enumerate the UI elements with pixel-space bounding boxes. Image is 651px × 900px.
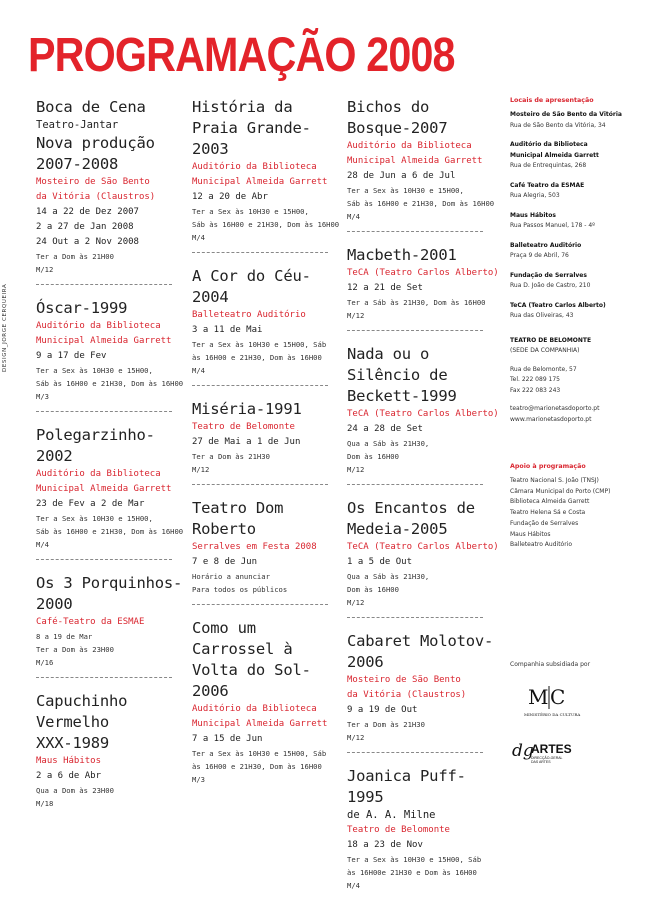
show-title: Joanica Puff- <box>347 767 466 785</box>
dashed-divider <box>36 284 172 285</box>
show-dates: 24 a 28 de Set <box>347 424 423 434</box>
show-entry <box>36 298 186 411</box>
show-venue: Municipal Almeida Garrett <box>192 177 328 187</box>
show-details: M/18 <box>36 799 54 808</box>
show-title: Bichos do <box>347 98 430 116</box>
show-venue: Auditório da Biblioteca <box>36 469 161 479</box>
show-entry <box>192 498 342 604</box>
show-details: 8 a 19 de Mar <box>36 632 93 641</box>
show-venue: Serralves em Festa 2008 <box>192 542 317 552</box>
support-item: Biblioteca Almeida Garrett <box>510 498 590 506</box>
show-details: Sáb às 16H00 e 21H30, Dom às 16H00 <box>36 527 184 536</box>
show-details: às 16H00e 21H30 e Dom às 16H00 <box>347 868 477 877</box>
venue-address: Rua Passos Manuel, 178 - 4º <box>510 222 595 229</box>
show-title: História da <box>192 98 293 116</box>
svg-text:C: C <box>550 684 566 709</box>
support-item: Teatro Helena Sá e Costa <box>510 509 586 517</box>
show-details: Ter a Sex às 10H30 e 15H00, Sáb <box>192 340 327 349</box>
show-dates: 14 a 22 de Dez 2007 <box>36 207 139 217</box>
show-details: M/3 <box>192 775 205 784</box>
support-section <box>510 463 648 551</box>
show-entry <box>347 631 497 752</box>
company-tel: Tel. 222 089 175 <box>510 376 560 383</box>
show-title: Teatro Dom <box>192 499 284 517</box>
show-title: 2006 <box>347 653 384 671</box>
show-venue: Auditório da Biblioteca <box>192 704 317 714</box>
venue-address: Rua de São Bento da Vitória, 34 <box>510 121 606 129</box>
program-column-3 <box>347 97 497 900</box>
venue-address: Rua Alegria, 503 <box>510 192 560 199</box>
show-subtitle: Teatro-Jantar <box>36 119 119 131</box>
show-details: Ter a Sex às 10H30 e 15H00, <box>347 186 464 195</box>
venue-list <box>510 110 648 322</box>
show-details: Qua a Sáb às 21H30, <box>347 439 430 448</box>
show-entry <box>347 344 497 484</box>
show-entry <box>347 97 497 231</box>
support-item: Maus Hábitos <box>510 530 551 538</box>
show-dates: 12 a 20 de Abr <box>192 192 268 202</box>
dashed-divider <box>36 411 172 412</box>
svg-text:M: M <box>528 684 549 709</box>
support-item: Balleteatro Auditório <box>510 541 573 549</box>
show-details: M/12 <box>192 465 210 474</box>
show-details: M/12 <box>36 265 54 274</box>
show-subtitle: de A. A. Milne <box>347 809 436 821</box>
venue-item <box>510 271 648 292</box>
dashed-divider <box>192 604 328 605</box>
show-details: Ter a Sáb às 21H30, Dom às 16H00 <box>347 298 486 307</box>
show-details: M/3 <box>36 392 49 401</box>
show-details: M/12 <box>347 465 365 474</box>
show-details: Sáb às 16H00 e 21H30, Dom às 16H00 <box>192 220 340 229</box>
show-title: 2000 <box>36 595 73 613</box>
show-title: Os Encantos de <box>347 499 475 517</box>
show-venue: Maus Hábitos <box>36 756 102 766</box>
show-venue: Mosteiro de São Bento <box>36 177 150 187</box>
venue-name: Maus Hábitos <box>510 211 556 219</box>
show-title: Cabaret Molotov- <box>347 632 494 650</box>
show-venue: da Vitória (Claustros) <box>347 690 467 700</box>
show-details: Ter a Dom às 21H30 <box>347 720 425 729</box>
show-title: Medeia-2005 <box>347 520 448 538</box>
show-venue: Municipal Almeida Garrett <box>347 156 483 166</box>
show-entry <box>347 766 497 900</box>
company-note: (SEDE DA COMPANHIA) <box>510 347 580 354</box>
show-details: Ter a Dom às 21H30 <box>192 452 270 461</box>
company-address: Rua de Belomonte, 57 <box>510 365 577 373</box>
show-entry <box>347 498 497 617</box>
support-heading: Apoio à programação <box>510 463 586 470</box>
show-title: Miséria-1991 <box>192 400 302 418</box>
support-item: Teatro Nacional S. João (TNSJ) <box>510 477 599 484</box>
show-details: M/4 <box>192 233 205 242</box>
show-entry <box>192 399 342 484</box>
show-title: XXX-1989 <box>36 734 110 752</box>
show-details: Para todos os públicos <box>192 585 288 594</box>
svg-text:ARTES: ARTES <box>531 741 572 756</box>
dashed-divider <box>347 330 483 331</box>
show-venue: Auditório da Biblioteca <box>36 321 161 331</box>
dashed-divider <box>347 231 483 232</box>
show-venue: da Vitória (Claustros) <box>36 192 156 202</box>
design-credit: DESIGN_JORGE CERQUEIRA <box>2 283 8 372</box>
dashed-divider <box>347 617 483 618</box>
show-entry <box>36 97 186 284</box>
show-venue: Municipal Almeida Garrett <box>36 336 172 346</box>
show-title: Macbeth-2001 <box>347 246 457 264</box>
company-website[interactable]: www.marionetasdoporto.pt <box>510 415 592 423</box>
show-details: Dom às 16H00 <box>347 452 399 461</box>
dashed-divider <box>192 484 328 485</box>
show-title: 1995 <box>347 788 384 806</box>
venue-item <box>510 211 648 232</box>
support-list <box>510 476 648 551</box>
info-sidebar <box>510 97 648 768</box>
svg-text:dg: dg <box>512 740 534 761</box>
ministerio-cultura-logo <box>524 682 648 720</box>
show-venue: Auditório da Biblioteca <box>347 141 472 151</box>
support-item: Câmara Municipal do Porto (CMP) <box>510 487 611 495</box>
show-venue: Café-Teatro da ESMAE <box>36 617 145 627</box>
dashed-divider <box>36 677 172 678</box>
show-title: Nada ou o <box>347 345 430 363</box>
show-details: M/12 <box>347 311 365 320</box>
show-title: Carrossel à <box>192 640 293 658</box>
show-venue: TeCA (Teatro Carlos Alberto) <box>347 542 499 552</box>
show-venue: Auditório da Biblioteca <box>192 162 317 172</box>
show-details: M/4 <box>347 881 360 890</box>
company-fax: Fax 222 083 243 <box>510 386 561 394</box>
show-entry <box>36 691 186 818</box>
venue-item <box>510 140 648 172</box>
show-venue: Teatro de Belomonte <box>192 422 295 432</box>
show-title: Beckett-1999 <box>347 387 457 405</box>
company-email[interactable]: teatro@marionetasdoporto.pt <box>510 405 600 412</box>
show-venue: TeCA (Teatro Carlos Alberto) <box>347 409 499 419</box>
show-title: Roberto <box>192 520 256 538</box>
show-details: Ter a Sex às 10H30 e 15H00, Sáb <box>347 855 482 864</box>
show-dates: 2 a 27 de Jan 2008 <box>36 222 134 232</box>
show-title: Bosque-2007 <box>347 119 448 137</box>
show-details: Qua a Dom às 23H00 <box>36 786 114 795</box>
show-details: M/4 <box>36 540 49 549</box>
show-entry <box>192 97 342 252</box>
company-info <box>510 336 648 426</box>
show-title: Volta do Sol- <box>192 661 311 679</box>
show-title: 2003 <box>192 140 229 158</box>
poster-title: PROGRAMAÇÃO 2008 <box>28 29 455 82</box>
dashed-divider <box>347 484 483 485</box>
show-details: Sáb às 16H00 e 21H30, Dom às 16H00 <box>347 199 495 208</box>
support-item: Fundação de Serralves <box>510 519 579 527</box>
show-dates: 7 a 15 de Jun <box>192 734 263 744</box>
show-title: Silêncio de <box>347 366 448 384</box>
venue-item <box>510 301 648 322</box>
show-venue: Balleteatro Auditório <box>192 310 306 320</box>
show-title: A Cor do Céu- <box>192 267 311 285</box>
show-dates: 23 de Fev a 2 de Mar <box>36 499 145 509</box>
venue-address: Praça 9 de Abril, 76 <box>510 252 569 259</box>
show-details: M/16 <box>36 658 54 667</box>
show-venue: Municipal Almeida Garrett <box>192 719 328 729</box>
show-details: M/4 <box>192 366 205 375</box>
show-dates: 27 de Mai a 1 de Jun <box>192 437 301 447</box>
show-venue: TeCA (Teatro Carlos Alberto) <box>347 268 499 278</box>
venue-address: Rua das Oliveiras, 43 <box>510 312 574 319</box>
show-venue: Municipal Almeida Garrett <box>36 484 172 494</box>
show-details: Ter a Sex às 10H30 e 15H00, <box>36 366 153 375</box>
show-details: Sáb às 16H00 e 21H30, Dom às 16H00 <box>36 379 184 388</box>
show-dates: 24 Out a 2 Nov 2008 <box>36 237 139 247</box>
venue-item <box>510 110 648 131</box>
sponsor-label: Companhia subsidiada por <box>510 660 591 668</box>
show-details: Ter a Sex às 10H30 e 15H00, <box>36 514 153 523</box>
venue-item <box>510 181 648 202</box>
show-title: Praia Grande- <box>192 119 311 137</box>
svg-text:DIRECÇÃO-GERAL: DIRECÇÃO-GERAL <box>531 755 563 760</box>
show-dates: 9 a 17 de Fev <box>36 351 107 361</box>
show-title: Vermelho <box>36 713 110 731</box>
dashed-divider <box>347 752 483 753</box>
show-title: 2004 <box>192 288 229 306</box>
show-title: Nova produção <box>36 134 155 152</box>
dashed-divider <box>192 252 328 253</box>
show-dates: 2 a 6 de Abr <box>36 771 102 781</box>
show-entry <box>347 245 497 330</box>
show-details: Ter a Sex às 10H30 e 15H00, Sáb <box>192 749 327 758</box>
show-details: Qua a Sáb às 21H30, <box>347 572 430 581</box>
show-details: Ter a Sex às 10H30 e 15H00, <box>192 207 309 216</box>
company-name: TEATRO DE BELOMONTE <box>510 336 592 344</box>
show-venue: Mosteiro de São Bento <box>347 675 461 685</box>
venue-name: Mosteiro de São Bento da Vitória <box>510 111 622 118</box>
show-details: Ter a Dom às 23H00 <box>36 645 114 654</box>
show-title: 2007-2008 <box>36 155 119 173</box>
venue-name: Municipal Almeida Garrett <box>510 151 599 159</box>
show-entry <box>192 266 342 385</box>
svg-text:DAS ARTES: DAS ARTES <box>531 759 551 764</box>
venue-item <box>510 241 648 262</box>
show-details: M/4 <box>347 212 360 221</box>
show-details: M/12 <box>347 598 365 607</box>
svg-text:MINISTÉRIO DA CULTURA: MINISTÉRIO DA CULTURA <box>524 711 581 717</box>
venue-name: Café Teatro da ESMAE <box>510 181 585 189</box>
show-dates: 18 a 23 de Nov <box>347 840 423 850</box>
program-column-1 <box>36 97 186 818</box>
dashed-divider <box>36 559 172 560</box>
show-dates: 28 de Jun a 6 de Jul <box>347 171 456 181</box>
show-dates: 9 a 19 de Out <box>347 705 418 715</box>
venue-address: Rua de Entrequintas, 268 <box>510 162 587 169</box>
show-details: Dom às 16H00 <box>347 585 399 594</box>
dashed-divider <box>192 385 328 386</box>
show-details: M/12 <box>347 733 365 742</box>
show-details: às 16H00 e 21H30, Dom às 16H00 <box>192 762 322 771</box>
show-title: Capuchinho <box>36 692 128 710</box>
sponsor-section <box>510 661 648 768</box>
venue-address: Rua D. João de Castro, 210 <box>510 282 591 289</box>
show-title: Óscar-1999 <box>36 299 128 317</box>
program-column-2 <box>192 97 342 794</box>
show-title: Boca de Cena <box>36 98 146 116</box>
show-dates: 3 a 11 de Mai <box>192 325 263 335</box>
show-title: Como um <box>192 619 256 637</box>
venues-heading: Locais de apresentação <box>510 97 594 104</box>
show-title: Polegarzinho- <box>36 426 155 444</box>
show-dates: 12 a 21 de Set <box>347 283 423 293</box>
show-entry <box>192 618 342 794</box>
show-entry <box>36 573 186 677</box>
show-title: Os 3 Porquinhos- <box>36 574 183 592</box>
show-dates: 1 a 5 de Out <box>347 557 413 567</box>
venue-name: Auditório da Biblioteca <box>510 141 588 148</box>
show-venue: Teatro de Belomonte <box>347 825 450 835</box>
show-dates: 7 e 8 de Jun <box>192 557 258 567</box>
show-title: 2002 <box>36 447 73 465</box>
venue-name: TeCA (Teatro Carlos Alberto) <box>510 301 606 309</box>
show-title: 2006 <box>192 682 229 700</box>
dgartes-logo <box>512 738 648 768</box>
venue-name: Balleteatro Auditório <box>510 241 582 249</box>
show-details: Ter a Dom às 21H00 <box>36 252 114 261</box>
show-details: às 16H00 e 21H30, Dom às 16H00 <box>192 353 322 362</box>
show-details: Horário a anunciar <box>192 572 270 581</box>
venue-name: Fundação de Serralves <box>510 271 587 279</box>
show-entry <box>36 425 186 559</box>
